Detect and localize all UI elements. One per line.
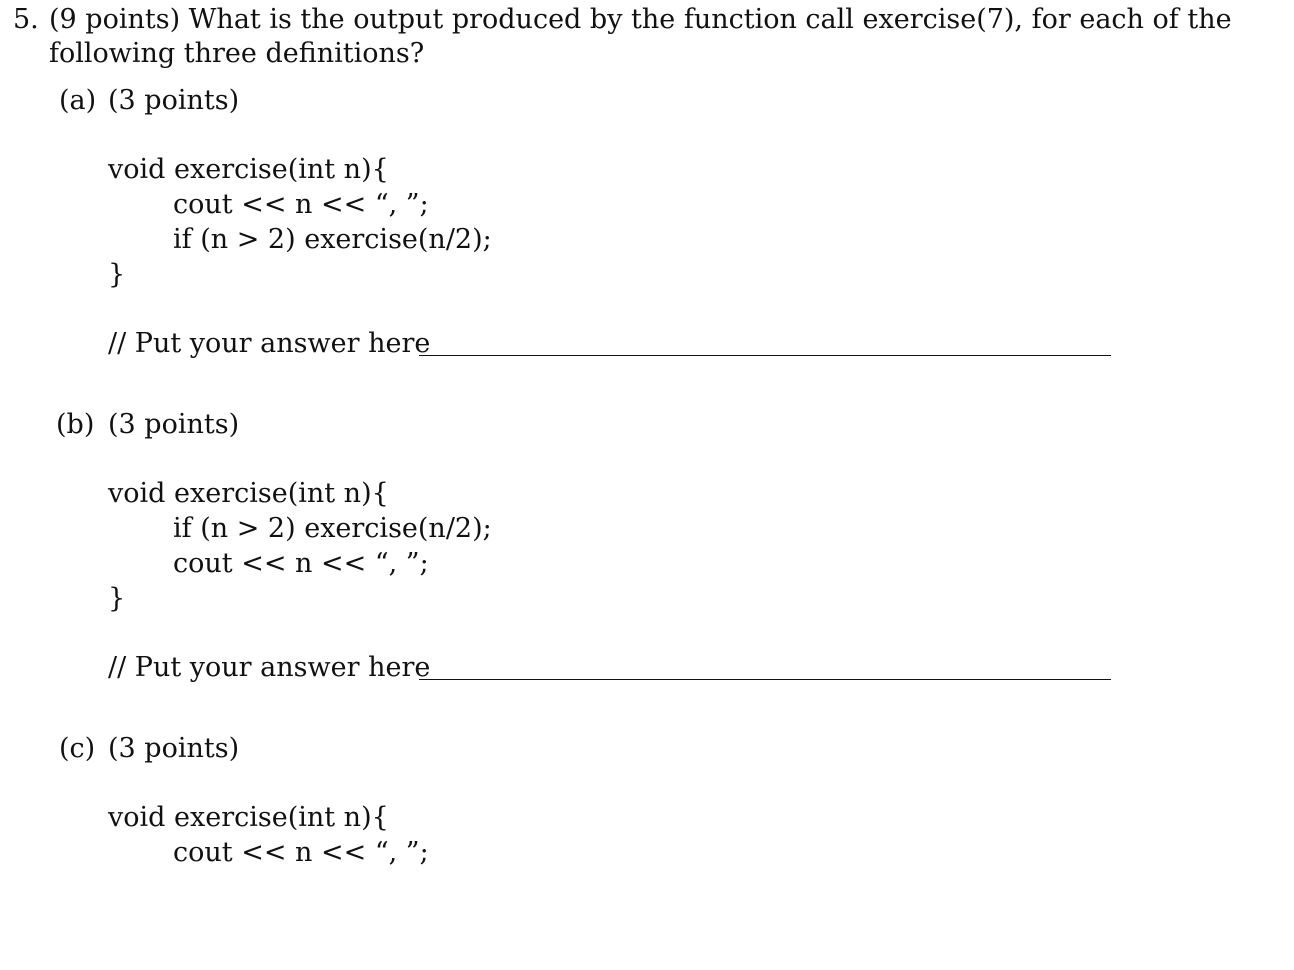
part-a-code-line-3: if (n > 2) exercise(n/2);: [173, 224, 492, 255]
part-c-label: (c): [59, 733, 96, 764]
question-text-line-2: following three definitions?: [49, 38, 425, 69]
part-c-points: (3 points): [108, 733, 240, 764]
question-number: 5.: [13, 4, 39, 35]
part-a-answer-blank[interactable]: [419, 355, 1111, 356]
part-b-code-line-1: void exercise(int n){: [108, 478, 389, 509]
part-b-answer-blank[interactable]: [419, 679, 1111, 680]
part-b-points: (3 points): [108, 409, 240, 440]
part-b-code-line-4: }: [108, 583, 126, 614]
part-a-answer-prompt: // Put your answer here: [108, 328, 431, 359]
part-a-label: (a): [59, 85, 97, 116]
part-c-code-line-2: cout << n << “, ”;: [173, 837, 429, 868]
part-a-code-line-2: cout << n << “, ”;: [173, 189, 429, 220]
part-a-code-line-1: void exercise(int n){: [108, 154, 389, 185]
part-a-code-line-4: }: [108, 259, 126, 290]
part-b-answer-prompt: // Put your answer here: [108, 652, 431, 683]
part-b-label: (b): [56, 409, 95, 440]
part-a-points: (3 points): [108, 85, 240, 116]
part-c-code-line-1: void exercise(int n){: [108, 802, 389, 833]
part-b-code-line-2: if (n > 2) exercise(n/2);: [173, 513, 492, 544]
part-b-code-line-3: cout << n << “, ”;: [173, 548, 429, 579]
question-text-line-1: (9 points) What is the output produced by the function call exercise(7), for each of the: [49, 4, 1232, 35]
